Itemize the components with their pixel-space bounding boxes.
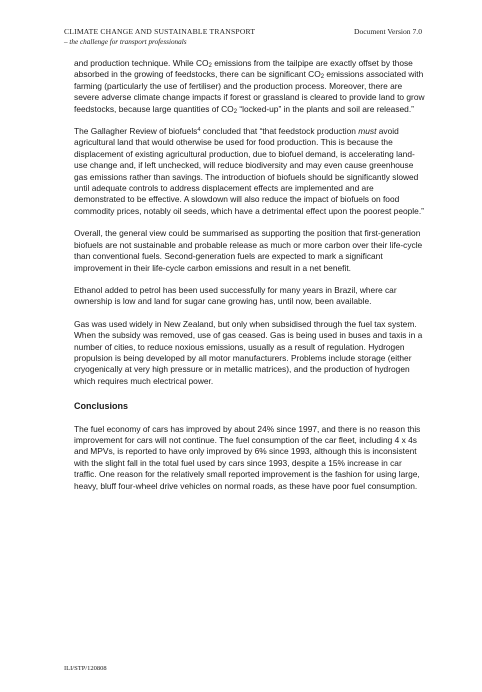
- text-run: The Gallagher Review of biofuels: [74, 126, 198, 137]
- paragraph-fuel-economy: The fuel economy of cars has improved by about 24% since 1997, and there is no reason this improvement for cars will not continue. The fuel consumption of the car fleet, including 4 x 4s and MPVs, is reported to have only improved by 6% since 1993, although this is inconsistent with the slight fall in the total fuel used by cars since 1993, despite a 15% increase in car traffic. One reason for the relatively small reported improvement is the fashion for using large, heavy, bluff four-wheel drive vehicles on normal roads, as these have poor fuel consumption.: [74, 423, 421, 491]
- header-title: CLIMATE CHANGE AND SUSTAINABLE TRANSPORT: [64, 27, 256, 36]
- paragraph-overall-view: Overall, the general view could be summarised as supporting the position that first-generation biofuels are not sustainable and probable release as much or more carbon over their life-cycle than conventional fuels. Second-generation fuels are expected to mark a significant improvement in their life-cycle carbon emissions and result in a net benefit.: [74, 228, 423, 273]
- text-run: emissions from the tailpipe are exactly offset by those absorbed in the growing of feedstocks, there can be significant CO: [74, 58, 413, 80]
- subscript: 2: [233, 108, 238, 115]
- subscript: 2: [208, 63, 212, 69]
- emphasis: must: [358, 126, 377, 137]
- paragraph-ethanol-brazil: Ethanol added to petrol has been used successfully for many years in Brazil, where car ownership is low and land for sugar cane growing has, until now, been available.: [74, 284, 397, 307]
- text-run: concluded that “that feedstock production: [200, 126, 359, 137]
- text-run: emissions associated with farming (particularly the use of fertiliser) and the production process. Moreover, there are severe adverse climate change impacts if forest or grassland is cleared to provide land to grow feedstocks, because large quantities of CO: [74, 69, 425, 114]
- paragraph-co2-emissions: [74, 58, 426, 115]
- text-run: avoid agricultural land that would otherwise be used for food production. This is because the displacement of existing agricultural production, due to biofuel demand, is accelerating land-use change and, if left unchecked, will reduce biodiversity and may even cause greenhouse gas emissions rather than savings. The introduction of biofuels should be significantly slowed until adequate controls to address displacement effects are implemented and are demonstrated to be effective. A slowdown will also reduce the impact of biofuels on food commodity prices, notably oil seeds, which have a detrimental effect upon the poorest people.”: [74, 126, 424, 216]
- header-subtitle: – the challenge for transport professionals: [64, 38, 187, 46]
- conclusions-heading: Conclusions: [74, 401, 129, 412]
- footnote-reference[interactable]: 4: [197, 127, 201, 134]
- text-run: “locked-up” in the plants and soil are released.”: [237, 103, 414, 114]
- document-version: Document Version 7.0: [354, 27, 422, 36]
- paragraph-gas-hydrogen: Gas was used widely in New Zealand, but only when subsidised through the fuel tax system. When the subsidy was removed, use of gas ceased. Gas is being used in buses and taxis in a number of cities, to reduce noxious emissions, usually as a result of regulation. Hydrogen propulsion is being developed by all motor manufacturers. Problems include storage (either cryogenically at very high pressure or in metallic matrices), and the production of hydrogen which requires much electrical power.: [74, 318, 423, 386]
- page-footer: ILI/STP/120808: [64, 665, 107, 672]
- paragraph-gallagher-review: [74, 126, 426, 217]
- text-run: and production technique. While CO: [74, 58, 209, 68]
- subscript: 2: [320, 74, 325, 81]
- page-header: [64, 27, 424, 53]
- document-body: [74, 58, 426, 503]
